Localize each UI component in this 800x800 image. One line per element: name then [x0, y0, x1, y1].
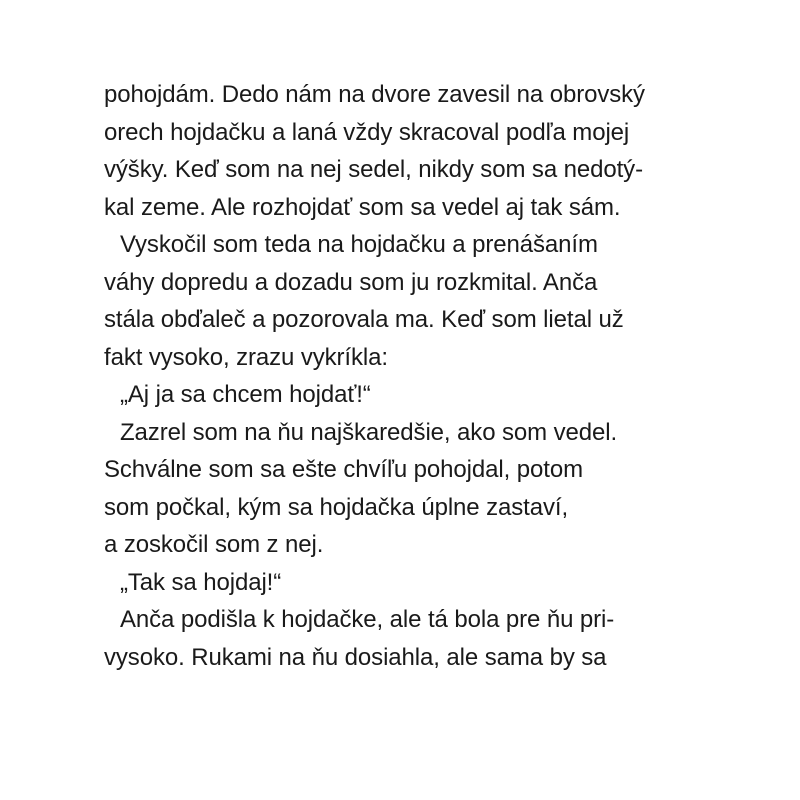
text-line: vysoko. Rukami na ňu dosiahla, ale sama by sa — [104, 643, 607, 671]
text-line: kal zeme. Ale rozhojdať som sa vedel aj tak sám. — [104, 193, 621, 221]
paragraph-start-line: Zazrel som na ňu najškaredšie, ako som vedel. — [120, 418, 618, 446]
body-text — [104, 76, 724, 676]
text-line: váhy dopredu a dozadu som ju rozkmital. Anča — [104, 268, 598, 296]
text-line: pohojdám. Dedo nám na dvore zavesil na obrovský — [104, 81, 645, 108]
text-line: stála obďaleč a pozorovala ma. Keď som lietal už — [104, 306, 624, 333]
text-line: fakt vysoko, zrazu vykríkla: — [104, 343, 388, 371]
text-line: výšky. Keď som na nej sedel, nikdy som sa nedotý- — [104, 156, 643, 183]
dialogue-line: „Aj ja sa chcem hojdať!“ — [120, 381, 371, 408]
paragraph-start-line: Anča podišla k hojdačke, ale tá bola pre ňu pri- — [120, 606, 615, 633]
dialogue-line: „Tak sa hojdaj!“ — [120, 568, 282, 596]
text-line: a zoskočil som z nej. — [104, 531, 324, 558]
paragraph-start-line: Vyskočil som teda na hojdačku a prenášaním — [120, 231, 598, 258]
text-line: som počkal, kým sa hojdačka úplne zastaví, — [104, 493, 569, 521]
text-line: orech hojdačku a laná vždy skracoval podľa mojej — [104, 118, 630, 146]
text-line: Schválne som sa ešte chvíľu pohojdal, potom — [104, 456, 583, 483]
